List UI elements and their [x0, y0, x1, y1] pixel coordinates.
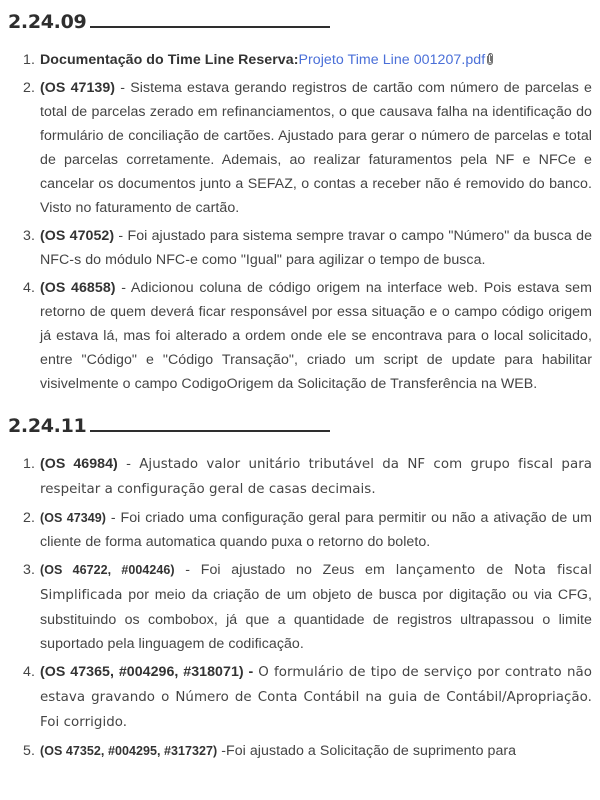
item-description: O formulário de tipo de serviço por contrato — [258, 665, 562, 680]
heading-underline — [90, 410, 330, 432]
list-item — [23, 739, 592, 763]
change-list — [8, 452, 592, 763]
os-reference: (OS 47349) — [40, 511, 106, 525]
item-number: 1. — [23, 456, 35, 472]
os-reference: (OS 47139) — [40, 80, 116, 96]
item-description: - Sistema estava gerando registros de cartão com número de parcelas e total de parcelas zerado em refinanciamentos, o que causava falha na identificação do formulário de conciliação de cartões. Ajustado para gerar o número de parcelas e total de parcelas corretamente. Ademais, ao realizar faturamentos pela NF e NFCe e cancelar os documentos junto a SEFAZ, o contas a receber não é removido do banco. Visto no faturamento de cartão. — [40, 80, 593, 216]
change-list — [8, 48, 592, 396]
version-number: 2.24.09 — [8, 11, 87, 33]
version-heading — [8, 4, 592, 40]
item-description: - Adicionou coluna de código origem na interface web. Pois estava sem retorno de quem deverá ficar responsável por essa situação e o campo código origem já estava lá, mas foi alterado a ordem onde ele se encontrava para o local solicitado, entre "Código" e "Código Transação", criado um script de update para habilitar visivelmente o campo CodigoOrigem da Solicitação de Transferência na WEB. — [40, 280, 592, 392]
list-item — [23, 76, 593, 220]
heading-underline — [90, 6, 330, 28]
version-heading — [8, 408, 592, 444]
list-item — [23, 660, 593, 735]
version-number: 2.24.11 — [8, 415, 87, 437]
item-number: 4. — [23, 664, 35, 680]
item-number: 4. — [23, 280, 35, 296]
item-number: 5. — [23, 743, 35, 759]
item-description: por meio da criação de um objeto de busca por digitação ou via CFG, substituindo os combobox, já que a quantidade de registros ultrapassou o limite suportado pela linguagem de codificação. — [40, 587, 592, 652]
item-description: não estava gravando o Número de Conta Contábil na guia de Contábil/Apropriação. Foi corrigido. — [40, 665, 593, 730]
list-item — [23, 558, 592, 656]
item-number: 3. — [23, 228, 35, 244]
list-item — [23, 48, 592, 72]
os-reference: (OS 47352, #004295, #317327) — [40, 744, 218, 758]
documentation-label: Documentação do Time Line Reserva: — [40, 52, 299, 68]
list-item — [23, 224, 593, 272]
item-description: - Foi ajustado no Zeus em — [174, 562, 396, 578]
list-item — [23, 506, 592, 554]
item-number: 2. — [23, 80, 35, 96]
os-reference: (OS 47365, #004296, #318071) - — [40, 664, 259, 680]
item-number: 3. — [23, 562, 35, 578]
os-reference: (OS 46858) — [40, 280, 116, 296]
os-reference: (OS 46984) — [40, 456, 118, 472]
item-description: -Foi ajustado a Solicitação de suprimento para — [217, 743, 517, 759]
item-description: - Foi criado uma configuração geral para permitir ou não a ativação de um cliente de forma automatica quando puxa o retorno do boleto. — [40, 510, 592, 550]
list-item — [23, 452, 593, 502]
item-description: - Ajustado valor unitário tributável da NF com grupo fiscal para respeitar a configuração geral de casas decimais. — [40, 457, 593, 497]
item-description-highlight: lançamento de Nota fiscal Simplificada — [40, 563, 592, 603]
item-number: 1. — [23, 52, 35, 68]
os-reference: (OS 47052) — [40, 228, 115, 244]
list-item — [23, 276, 592, 396]
version-section-2-24-11 — [8, 400, 592, 763]
os-reference: (OS 46722, #004246) — [40, 563, 175, 577]
pdf-attachment-link[interactable]: Projeto Time Line 001207.pdf — [298, 52, 486, 68]
item-number: 2. — [23, 510, 35, 526]
paperclip-icon[interactable] — [486, 49, 494, 61]
version-section-2-24-09 — [8, 0, 592, 396]
item-description: - Foi ajustado para sistema sempre travar o campo "Número" da busca de NFC-s do módulo NFC-e como "Igual" para agilizar o tempo de busca. — [40, 228, 593, 268]
